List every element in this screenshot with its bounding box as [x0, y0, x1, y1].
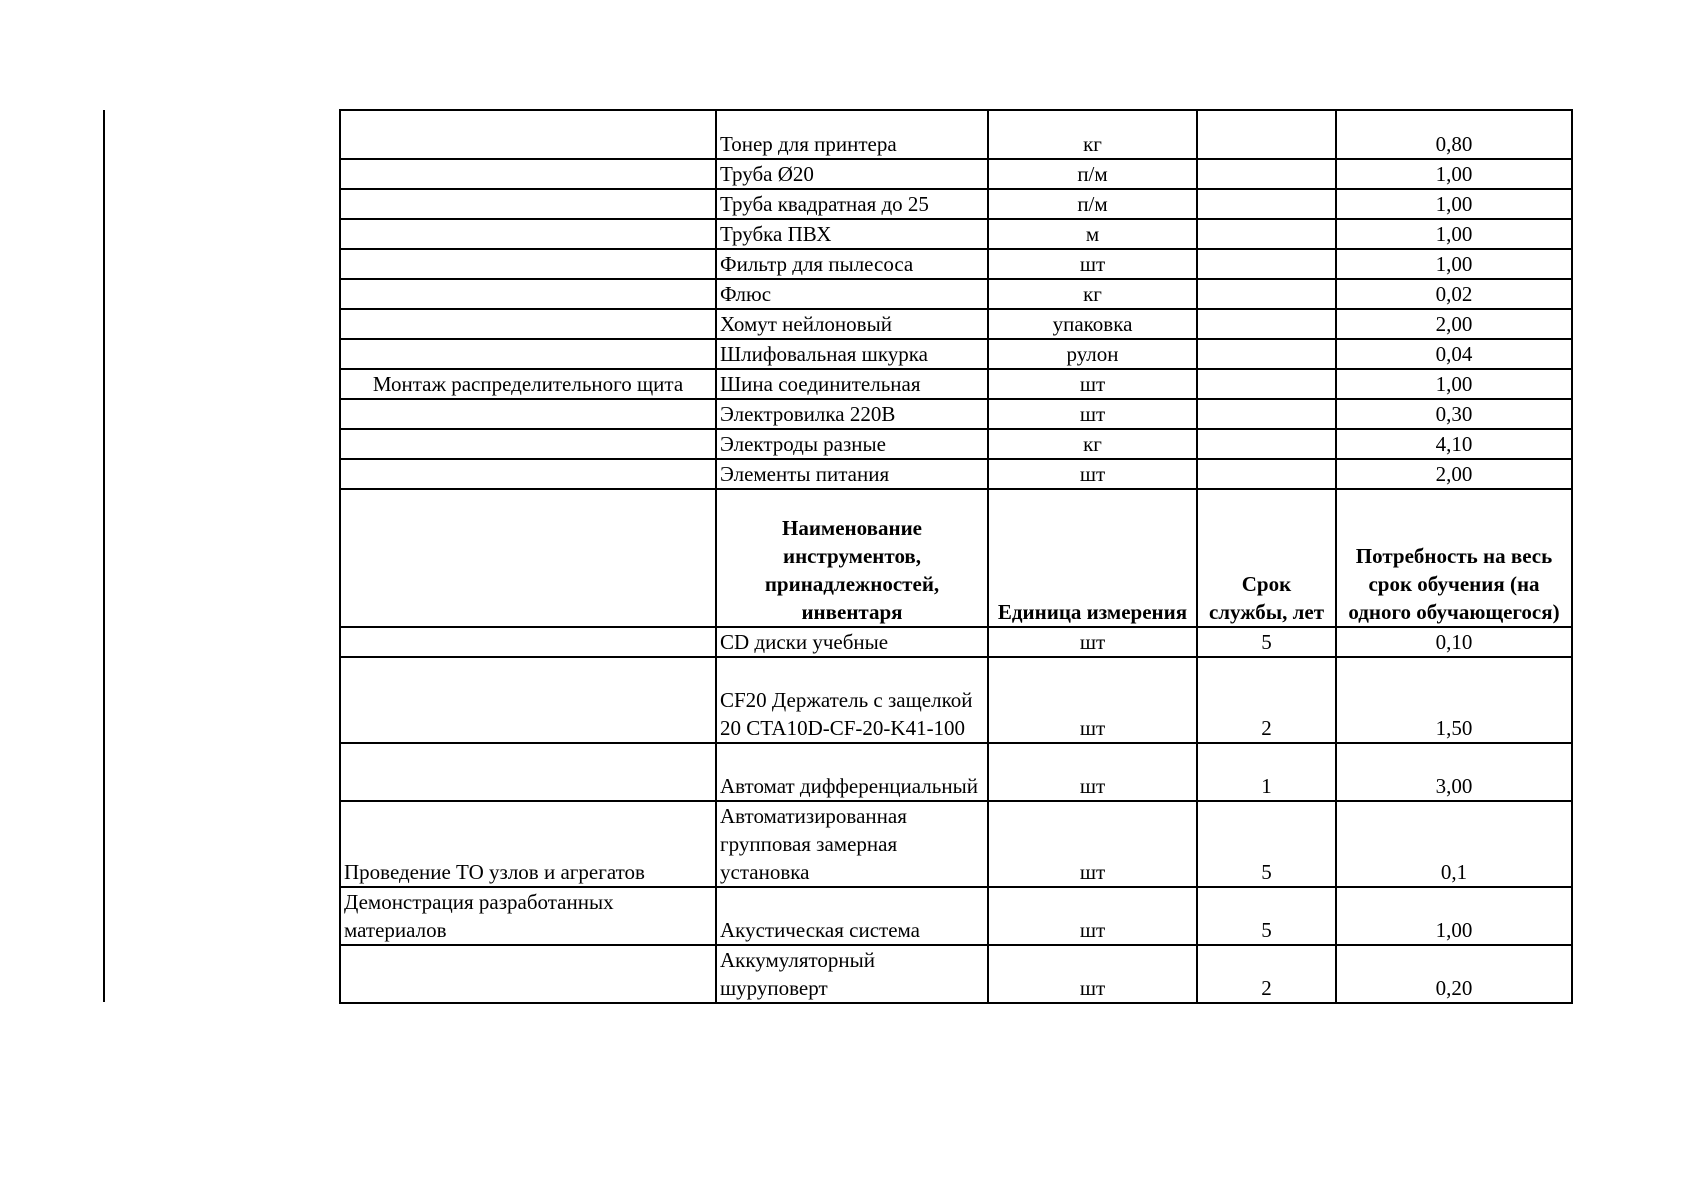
- need-cell: 1,00: [1336, 159, 1572, 189]
- table-row: [340, 743, 1572, 801]
- item-name-cell: Автомат дифференциальный: [716, 743, 988, 801]
- service-life-cell: 2: [1197, 657, 1336, 743]
- item-name-cell: Хомут нейлоновый: [716, 309, 988, 339]
- service-life-cell: [1197, 399, 1336, 429]
- table-row: [340, 801, 1572, 887]
- activity-cell: [340, 159, 716, 189]
- need-cell: 0,02: [1336, 279, 1572, 309]
- table-row: [340, 627, 1572, 657]
- service-life-column-header: Срок службы, лет: [1197, 489, 1336, 627]
- need-cell: 2,00: [1336, 309, 1572, 339]
- item-name-cell: Шина соединительная: [716, 369, 988, 399]
- unit-cell: п/м: [988, 159, 1197, 189]
- table-row: [340, 279, 1572, 309]
- item-name-cell: Шлифовальная шкурка: [716, 339, 988, 369]
- section-header-row: [340, 489, 1572, 627]
- service-life-cell: [1197, 249, 1336, 279]
- item-name-cell: Электровилка 220В: [716, 399, 988, 429]
- service-life-cell: [1197, 189, 1336, 219]
- item-name-cell: Труба Ø20: [716, 159, 988, 189]
- table-row: [340, 219, 1572, 249]
- table-row: [340, 110, 1572, 159]
- activity-header-cell: [340, 489, 716, 627]
- equipment-table: [339, 109, 1573, 1004]
- activity-cell: Проведение ТО узлов и агрегатов: [340, 801, 716, 887]
- activity-cell: [340, 219, 716, 249]
- unit-cell: шт: [988, 459, 1197, 489]
- table-row: [340, 309, 1572, 339]
- unit-cell: шт: [988, 743, 1197, 801]
- activity-cell: [340, 627, 716, 657]
- table-row: [340, 945, 1572, 1003]
- need-cell: 0,20: [1336, 945, 1572, 1003]
- activity-cell: [340, 339, 716, 369]
- service-life-cell: [1197, 309, 1336, 339]
- unit-cell: шт: [988, 249, 1197, 279]
- service-life-cell: [1197, 369, 1336, 399]
- item-name-cell: Акустическая система: [716, 887, 988, 945]
- item-name-cell: Элементы питания: [716, 459, 988, 489]
- table-row: [340, 159, 1572, 189]
- need-column-header: Потребность на весь срок обучения (на одного обучающегося): [1336, 489, 1572, 627]
- need-cell: 2,00: [1336, 459, 1572, 489]
- unit-cell: п/м: [988, 189, 1197, 219]
- table-row: [340, 657, 1572, 743]
- unit-cell: шт: [988, 945, 1197, 1003]
- item-name-cell: Автоматизированная групповая замерная установка: [716, 801, 988, 887]
- need-cell: 0,1: [1336, 801, 1572, 887]
- table-row: [340, 429, 1572, 459]
- need-cell: 1,50: [1336, 657, 1572, 743]
- item-name-cell: Фильтр для пылесоса: [716, 249, 988, 279]
- unit-cell: шт: [988, 399, 1197, 429]
- item-name-cell: Флюс: [716, 279, 988, 309]
- activity-cell: [340, 945, 716, 1003]
- unit-cell: кг: [988, 429, 1197, 459]
- service-life-cell: [1197, 339, 1336, 369]
- need-cell: 0,80: [1336, 110, 1572, 159]
- name-column-header: Наименование инструментов, принадлежностей, инвентаря: [716, 489, 988, 627]
- table-row: [340, 459, 1572, 489]
- need-cell: 1,00: [1336, 189, 1572, 219]
- service-life-cell: [1197, 459, 1336, 489]
- activity-cell: [340, 743, 716, 801]
- need-cell: 1,00: [1336, 249, 1572, 279]
- table-row: [340, 887, 1572, 945]
- table-row: [340, 399, 1572, 429]
- activity-cell: Монтаж распределительного щита: [340, 369, 716, 399]
- service-life-cell: [1197, 159, 1336, 189]
- service-life-cell: [1197, 110, 1336, 159]
- need-cell: 1,00: [1336, 369, 1572, 399]
- service-life-cell: 2: [1197, 945, 1336, 1003]
- need-cell: 0,04: [1336, 339, 1572, 369]
- unit-cell: шт: [988, 657, 1197, 743]
- item-name-cell: Трубка ПВХ: [716, 219, 988, 249]
- activity-cell: [340, 189, 716, 219]
- need-cell: 0,10: [1336, 627, 1572, 657]
- service-life-cell: [1197, 429, 1336, 459]
- need-cell: 4,10: [1336, 429, 1572, 459]
- service-life-cell: 5: [1197, 887, 1336, 945]
- service-life-cell: 5: [1197, 627, 1336, 657]
- item-name-cell: CF20 Держатель с защелкой 20 CTA10D-CF-20-K41-100: [716, 657, 988, 743]
- table-row: [340, 249, 1572, 279]
- unit-cell: шт: [988, 801, 1197, 887]
- activity-cell: [340, 249, 716, 279]
- unit-cell: рулон: [988, 339, 1197, 369]
- unit-cell: упаковка: [988, 309, 1197, 339]
- service-life-cell: [1197, 279, 1336, 309]
- activity-cell: [340, 429, 716, 459]
- item-name-cell: Электроды разные: [716, 429, 988, 459]
- unit-cell: шт: [988, 887, 1197, 945]
- unit-cell: кг: [988, 110, 1197, 159]
- unit-cell: шт: [988, 369, 1197, 399]
- item-name-cell: Аккумуляторный шуруповерт: [716, 945, 988, 1003]
- service-life-cell: [1197, 219, 1336, 249]
- activity-cell: [340, 657, 716, 743]
- unit-cell: кг: [988, 279, 1197, 309]
- need-cell: 1,00: [1336, 219, 1572, 249]
- unit-cell: м: [988, 219, 1197, 249]
- table-row: [340, 369, 1572, 399]
- need-cell: 3,00: [1336, 743, 1572, 801]
- item-name-cell: Тонер для принтера: [716, 110, 988, 159]
- table-row: [340, 339, 1572, 369]
- activity-cell: [340, 309, 716, 339]
- activity-cell: [340, 279, 716, 309]
- table-row: [340, 189, 1572, 219]
- item-name-cell: CD диски учебные: [716, 627, 988, 657]
- unit-cell: шт: [988, 627, 1197, 657]
- activity-cell: [340, 110, 716, 159]
- unit-column-header: Единица измерения: [988, 489, 1197, 627]
- activity-cell: [340, 399, 716, 429]
- service-life-cell: 1: [1197, 743, 1336, 801]
- need-cell: 0,30: [1336, 399, 1572, 429]
- activity-cell: [340, 459, 716, 489]
- activity-cell: Демонстрация разработанных материалов: [340, 887, 716, 945]
- item-name-cell: Труба квадратная до 25: [716, 189, 988, 219]
- service-life-cell: 5: [1197, 801, 1336, 887]
- page-margin-line: [103, 110, 105, 1002]
- need-cell: 1,00: [1336, 887, 1572, 945]
